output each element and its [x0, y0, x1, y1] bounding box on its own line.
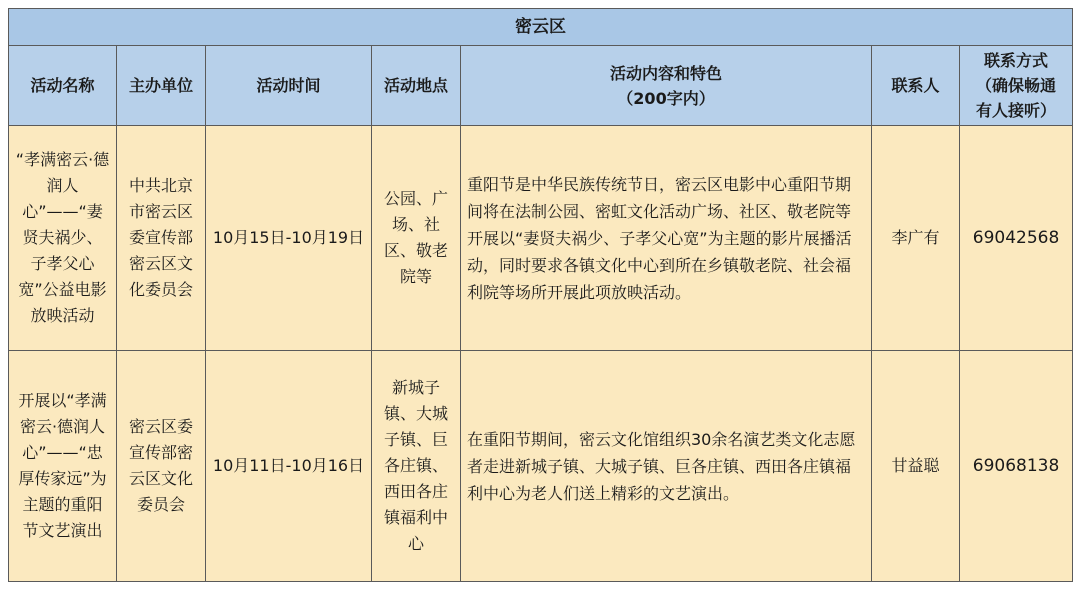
cell-contact: 李广有 — [872, 126, 960, 351]
activity-table-container — [8, 8, 1073, 582]
header-row — [9, 46, 1073, 126]
cell-organizer: 中共北京市密云区委宣传部密云区文化委员会 — [117, 126, 206, 351]
cell-phone: 69068138 — [960, 351, 1073, 582]
header-time: 活动时间 — [206, 46, 372, 126]
cell-place: 新城子镇、大城子镇、巨各庄镇、西田各庄镇福利中心 — [372, 351, 461, 582]
header-content-line1: 活动内容和特色 — [609, 63, 722, 83]
cell-time: 10月15日-10月19日 — [206, 126, 372, 351]
activity-table — [8, 8, 1073, 582]
cell-content: 重阳节是中华民族传统节日，密云区电影中心重阳节期间将在法制公园、密虹文化活动广场、社区、敬老院等开展以“妻贤夫祸少、子孝父心宽”为主题的影片展播活动，同时要求各镇文化中心到所在乡镇敬老院、社会福利院等场所开展此项放映活动。 — [461, 126, 872, 351]
cell-time: 10月11日-10月16日 — [206, 351, 372, 582]
cell-content: 在重阳节期间，密云文化馆组织30余名演艺类文化志愿者走进新城子镇、大城子镇、巨各庄镇、西田各庄镇福利中心为老人们送上精彩的文艺演出。 — [461, 351, 872, 582]
cell-activity-name: “孝满密云·德润人心”——“妻贤夫祸少、子孝父心宽”公益电影放映活动 — [9, 126, 117, 351]
region-title: 密云区 — [9, 9, 1073, 46]
cell-place: 公园、广场、社区、敬老院等 — [372, 126, 461, 351]
header-place: 活动地点 — [372, 46, 461, 126]
cell-organizer: 密云区委宣传部密云区文化委员会 — [117, 351, 206, 582]
header-activity-name: 活动名称 — [9, 46, 117, 126]
header-content — [461, 46, 872, 126]
header-phone-line2: （确保畅通 — [976, 76, 1057, 95]
cell-phone: 69042568 — [960, 126, 1073, 351]
cell-contact: 甘益聪 — [872, 351, 960, 582]
region-row — [9, 9, 1073, 46]
cell-activity-name: 开展以“孝满密云·德润人心”——“忠厚传家远”为主题的重阳节文艺演出 — [9, 351, 117, 582]
header-content-line2: （200字内） — [617, 88, 715, 108]
table-row — [9, 126, 1073, 351]
header-phone — [960, 46, 1073, 126]
table-row — [9, 351, 1073, 582]
header-organizer: 主办单位 — [117, 46, 206, 126]
header-phone-line3: 有人接听） — [976, 101, 1057, 120]
header-phone-line1: 联系方式 — [984, 51, 1049, 70]
header-contact: 联系人 — [872, 46, 960, 126]
